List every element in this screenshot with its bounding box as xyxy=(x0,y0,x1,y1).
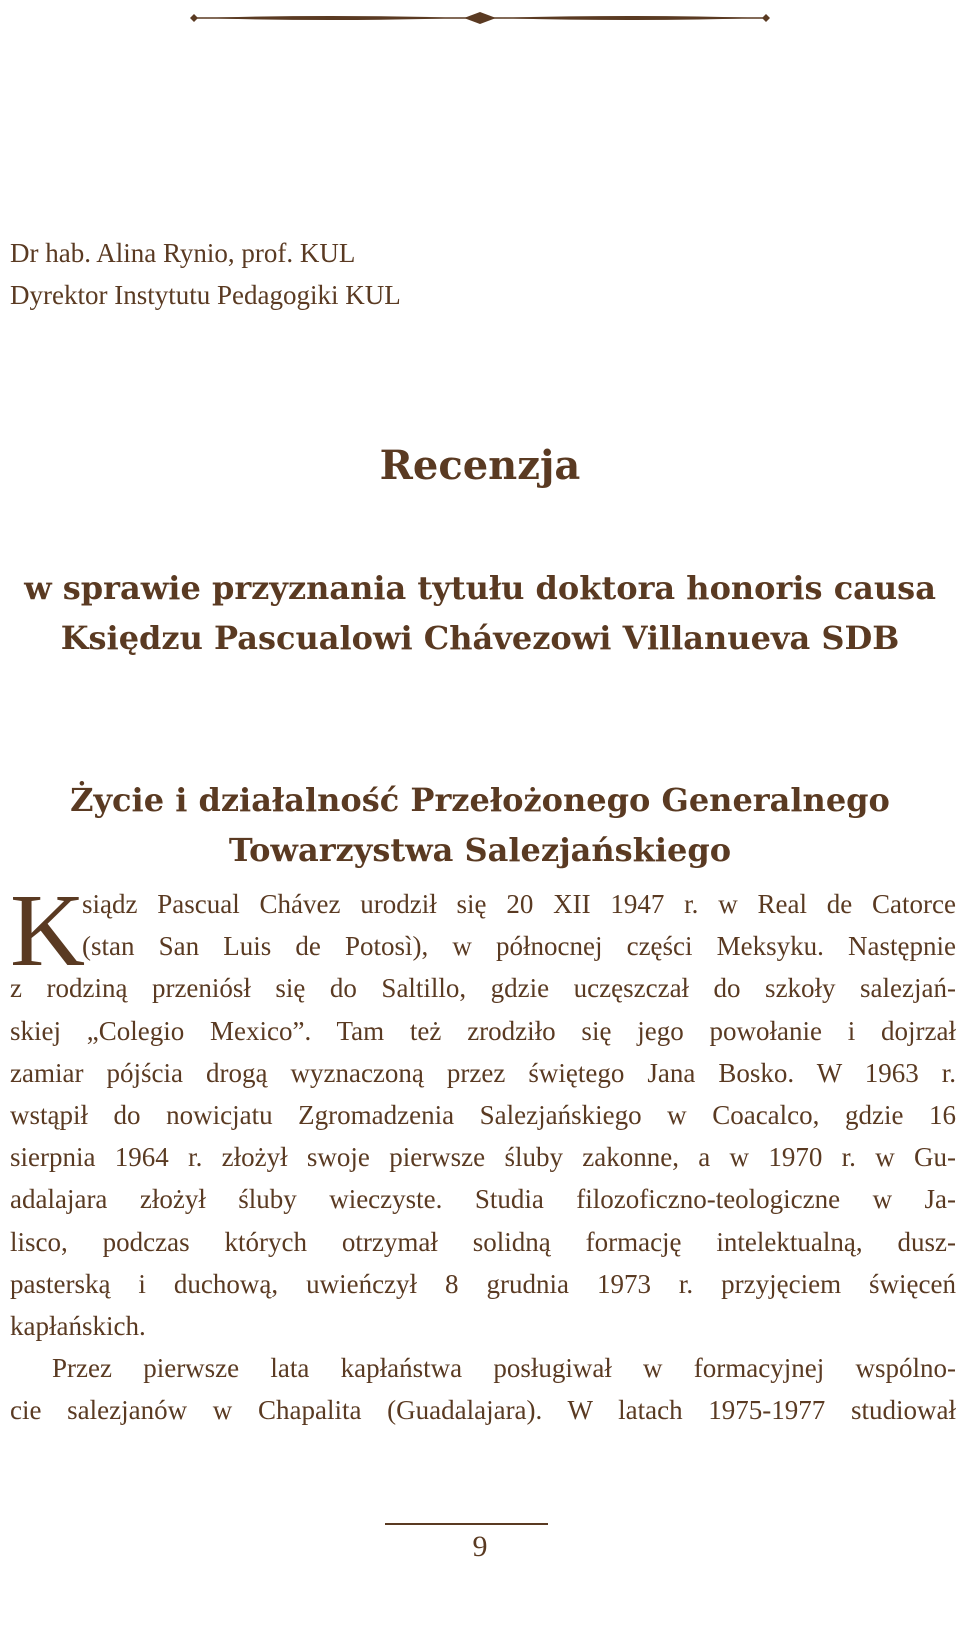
body-text xyxy=(10,873,956,1431)
body-line: (stan San Luis de Potosì), w północnej części Meksyku. Następnie xyxy=(82,931,956,962)
body-line: kapłańskich. xyxy=(10,1310,146,1341)
section-heading xyxy=(0,775,960,875)
author-name: Dr hab. Alina Rynio, prof. KUL xyxy=(10,238,356,268)
author-block xyxy=(10,232,401,316)
document-title: Recenzja xyxy=(379,442,581,489)
body-line: wstąpił do nowicjatu Zgromadzenia Salezjańskiego w Coacalco, gdzie 16 xyxy=(10,1099,956,1130)
body-line: zamiar pójścia drogą wyznaczoną przez świętego Jana Bosko. W 1963 r. xyxy=(10,1057,956,1088)
subtitle-line-1: w sprawie przyznania tytułu doktora honoris causa xyxy=(24,569,936,607)
body-line: lisco, podczas których otrzymał solidną formację intelektualną, dusz- xyxy=(10,1226,956,1257)
body-line: Przez pierwsze lata kapłaństwa posługiwał w formacyjnej wspólno- xyxy=(52,1353,956,1384)
body-line: pasterską i duchową, uwieńczył 8 grudnia 1973 r. przyjęciem święceń xyxy=(10,1268,956,1299)
section-heading-line-1: Życie i działalność Przełożonego Generalnego xyxy=(70,781,890,819)
body-line: cie salezjanów w Chapalita (Guadalajara). W latach 1975-1977 studiował xyxy=(10,1395,956,1426)
body-line: adalajara złożył śluby wieczyste. Studia filozoficzno-teologiczne w Ja- xyxy=(10,1184,956,1215)
body-line: skiej „Colegio Mexico”. Tam też zrodziło się jego powołanie i dojrzał xyxy=(10,1015,956,1046)
decorative-ornament-rule xyxy=(190,8,770,28)
footer-rule xyxy=(385,1523,548,1525)
body-line: sierpnia 1964 r. złożył swoje pierwsze śluby zakonne, a w 1970 r. w Gu- xyxy=(10,1142,956,1173)
section-heading-line-2: Towarzystwa Salezjańskiego xyxy=(228,831,732,869)
page-number: 9 xyxy=(472,1530,488,1563)
author-position: Dyrektor Instytutu Pedagogiki KUL xyxy=(10,280,401,310)
document-subtitle xyxy=(0,563,960,663)
body-line: siądz Pascual Chávez urodził się 20 XII 1947 r. w Real de Catorce xyxy=(82,889,956,919)
subtitle-line-2: Księdzu Pascualowi Chávezowi Villanueva SDB xyxy=(60,619,900,657)
body-line: z rodziną przeniósł się do Saltillo, gdzie uczęszczał do szkoły salezjań- xyxy=(10,973,956,1004)
drop-cap: K xyxy=(10,873,86,988)
